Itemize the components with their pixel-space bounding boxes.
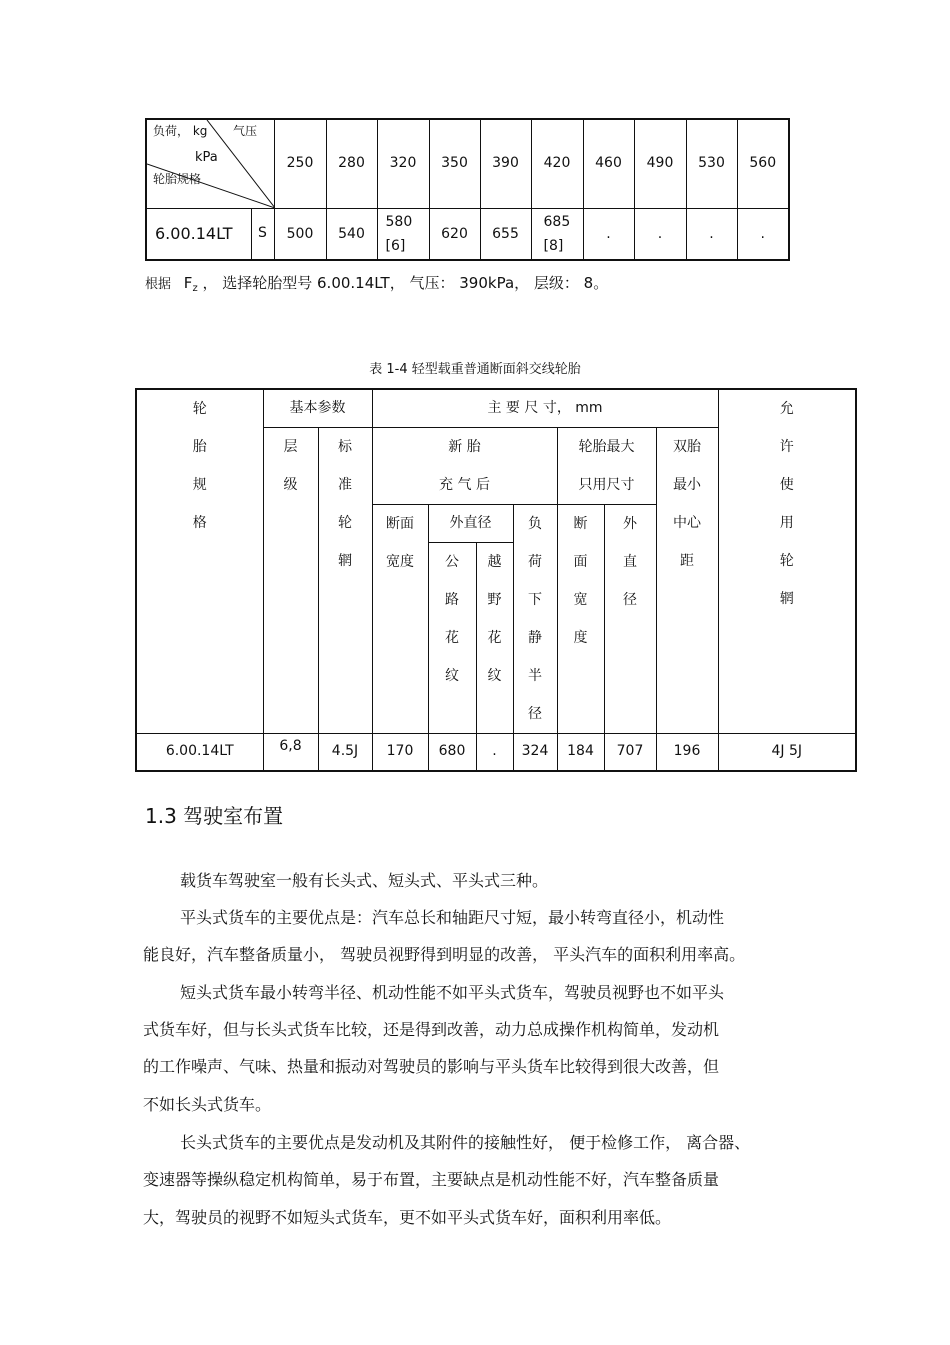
header-char: 许	[779, 439, 794, 455]
header-char: 径	[623, 591, 637, 608]
paragraph-line: 短头式货车最小转弯半径、机动性能不如平头式货车，驾驶员视野也不如平头	[180, 983, 725, 1002]
load-cell	[686, 208, 737, 260]
load-value: .	[657, 225, 663, 242]
static-radius-cell: 324	[513, 733, 557, 771]
tire-spec-label: 轮胎规格	[153, 172, 202, 186]
pressure-header: 490	[634, 119, 686, 208]
ply-note: [6]	[385, 237, 406, 254]
load-cell	[274, 208, 326, 260]
offroad-diameter-cell: .	[476, 733, 513, 771]
note-symbol: F	[183, 274, 193, 292]
paragraph-line: 平头式货车的主要优点是：汽车总长和轴距尺寸短，最小转弯直径小，机动性	[180, 908, 725, 927]
note-text: ， 选择轮胎型号 6.00.14LT， 气压： 390kPa， 层级： 8。	[202, 274, 609, 292]
load-value: 620	[441, 225, 468, 242]
load-unit-label: 负荷， kg	[153, 124, 208, 138]
allowed-rim-header	[718, 389, 856, 733]
header-char: 花	[445, 630, 459, 647]
header-line: 充 气 后	[439, 476, 490, 493]
load-value: 655	[492, 225, 519, 242]
static-radius-header	[513, 504, 557, 733]
max-diameter-cell: 707	[604, 733, 656, 771]
header-char: 双胎	[673, 438, 702, 455]
basic-params-header: 基本参数	[263, 389, 372, 427]
width-cell: 170	[372, 733, 428, 771]
road-diameter-cell: 680	[428, 733, 476, 771]
load-cell	[737, 208, 789, 260]
table-caption: 表 1-4 轻型载重普通断面斜交线轮胎	[369, 362, 581, 377]
selection-note	[145, 272, 608, 294]
road-tread-header	[428, 543, 476, 733]
header-char: 标	[338, 438, 352, 455]
pressure-label: 气压	[233, 124, 258, 138]
load-cell	[583, 208, 634, 260]
pressure-header: 280	[326, 119, 377, 208]
header-char: 路	[445, 592, 459, 609]
tire-load-table	[145, 118, 790, 261]
pressure-header: 250	[274, 119, 326, 208]
outer-diameter-header: 外直径	[428, 504, 513, 543]
section-heading: 1.3 驾驶室布置	[145, 804, 284, 828]
header-char: 越	[487, 554, 502, 571]
load-value: 685	[543, 213, 571, 230]
paragraph-line: 式货车好，但与长头式货车比较，还是得到改善，动力总成操作机构简单，发动机	[143, 1020, 720, 1039]
header-char: 宽	[573, 591, 588, 608]
kpa-label: kPa	[195, 150, 218, 165]
header-char: 负	[528, 515, 542, 532]
header-char: 轮	[192, 401, 207, 417]
header-char: 用	[779, 515, 794, 531]
allowed-rim-cell: 4J 5J	[718, 733, 856, 771]
header-char: 距	[680, 552, 695, 569]
paragraph-line: 大，驾驶员的视野不如短头式货车，更不如平头式货车好，面积利用率低。	[143, 1208, 672, 1227]
pressure-header: 530	[686, 119, 737, 208]
rim-cell: 4.5J	[318, 733, 372, 771]
header-char: 准	[338, 476, 352, 493]
tire-spec-header	[136, 389, 263, 733]
header-char: 公	[445, 554, 459, 571]
pressure-header: 390	[480, 119, 531, 208]
tire-dimension-table	[135, 388, 857, 772]
header-line: 断面	[386, 515, 414, 532]
paragraph-line: 长头式货车的主要优点是发动机及其附件的接触性好， 便于检修工作， 离合器、	[180, 1133, 751, 1152]
header-char: 辋	[779, 591, 794, 607]
header-char: 花	[487, 630, 502, 647]
section-width-header	[372, 504, 428, 733]
paragraph-line: 变速器等操纵稳定机构简单，易于布置，主要缺点是机动性能不好，汽车整备质量	[143, 1170, 720, 1189]
header-char: 半	[528, 667, 542, 684]
max-size-header	[557, 427, 656, 504]
pressure-header: 320	[377, 119, 429, 208]
load-cell	[634, 208, 686, 260]
standard-rim-header	[318, 427, 372, 733]
header-char: 辋	[338, 552, 352, 569]
tire-spec-cell: 6.00.14LT	[136, 733, 263, 771]
offroad-tread-header	[476, 543, 513, 733]
load-value: .	[709, 225, 714, 242]
header-char: 轮	[338, 514, 352, 531]
header-char: 中心	[673, 514, 702, 531]
header-line: 新 胎	[448, 438, 481, 455]
header-char: 径	[528, 705, 542, 722]
header-line: 宽度	[386, 553, 414, 570]
header-char: 下	[528, 591, 542, 608]
header-char: 纹	[445, 668, 459, 685]
load-cell	[429, 208, 480, 260]
header-char: 度	[573, 629, 588, 646]
header-line: 轮胎最大	[578, 438, 635, 455]
note-subscript: z	[192, 283, 198, 294]
pressure-header: 460	[583, 119, 634, 208]
ply-note: [8]	[543, 237, 564, 254]
max-section-width-header	[557, 504, 604, 733]
ply-cell: 6,8	[263, 733, 318, 771]
header-char: 纹	[487, 668, 502, 685]
header-char: 最小	[673, 476, 702, 493]
max-width-cell: 184	[557, 733, 604, 771]
pressure-header: 420	[531, 119, 583, 208]
header-char: 允	[779, 401, 794, 417]
paragraph-line: 能良好，汽车整备质量小， 驾驶员视野得到明显的改善， 平头汽车的面积利用率高。	[143, 945, 746, 964]
load-value: 580	[385, 213, 413, 230]
header-char: 轮	[779, 553, 794, 569]
dual-spacing-cell: 196	[656, 733, 718, 771]
main-dims-header: 主 要 尺 寸， mm	[372, 389, 718, 427]
header-line: 只用尺寸	[578, 476, 635, 493]
header-char: 规	[192, 477, 207, 493]
paragraph-line: 载货车驾驶室一般有长头式、短头式、平头式三种。	[180, 871, 549, 890]
new-tire-header	[372, 427, 557, 504]
paragraph-line: 不如长头式货车。	[143, 1095, 272, 1114]
load-cell	[531, 208, 583, 260]
pressure-header: 350	[429, 119, 480, 208]
header-char: 野	[487, 592, 502, 609]
header-char: 格	[192, 515, 207, 531]
max-outer-diameter-header	[604, 504, 656, 733]
load-cell	[326, 208, 377, 260]
load-value: .	[760, 225, 765, 242]
header-char: 断	[573, 515, 588, 532]
header-char: 外	[623, 515, 637, 532]
diagonal-header-cell	[146, 119, 274, 208]
header-char: 层	[283, 438, 298, 455]
header-char: 直	[623, 553, 637, 570]
load-value: 500	[286, 225, 314, 242]
ply-header	[263, 427, 318, 733]
load-cell	[377, 208, 429, 260]
load-value: 540	[338, 225, 365, 242]
load-value: .	[606, 225, 611, 242]
tire-spec-cell: 6.00.14LT	[146, 208, 251, 260]
header-char: 级	[283, 476, 298, 493]
header-char: 胎	[192, 439, 207, 455]
pressure-header: 560	[737, 119, 789, 208]
header-char: 静	[528, 629, 542, 646]
load-cell	[480, 208, 531, 260]
s-cell: S	[251, 208, 274, 260]
dual-spacing-header	[656, 427, 718, 733]
paragraph-line: 的工作噪声、气味、热量和振动对驾驶员的影响与平头货车比较得到很大改善，但	[143, 1057, 720, 1076]
header-char: 使	[779, 477, 794, 493]
header-char: 面	[573, 553, 588, 570]
header-char: 荷	[528, 553, 542, 570]
note-prefix: 根据	[145, 277, 172, 292]
